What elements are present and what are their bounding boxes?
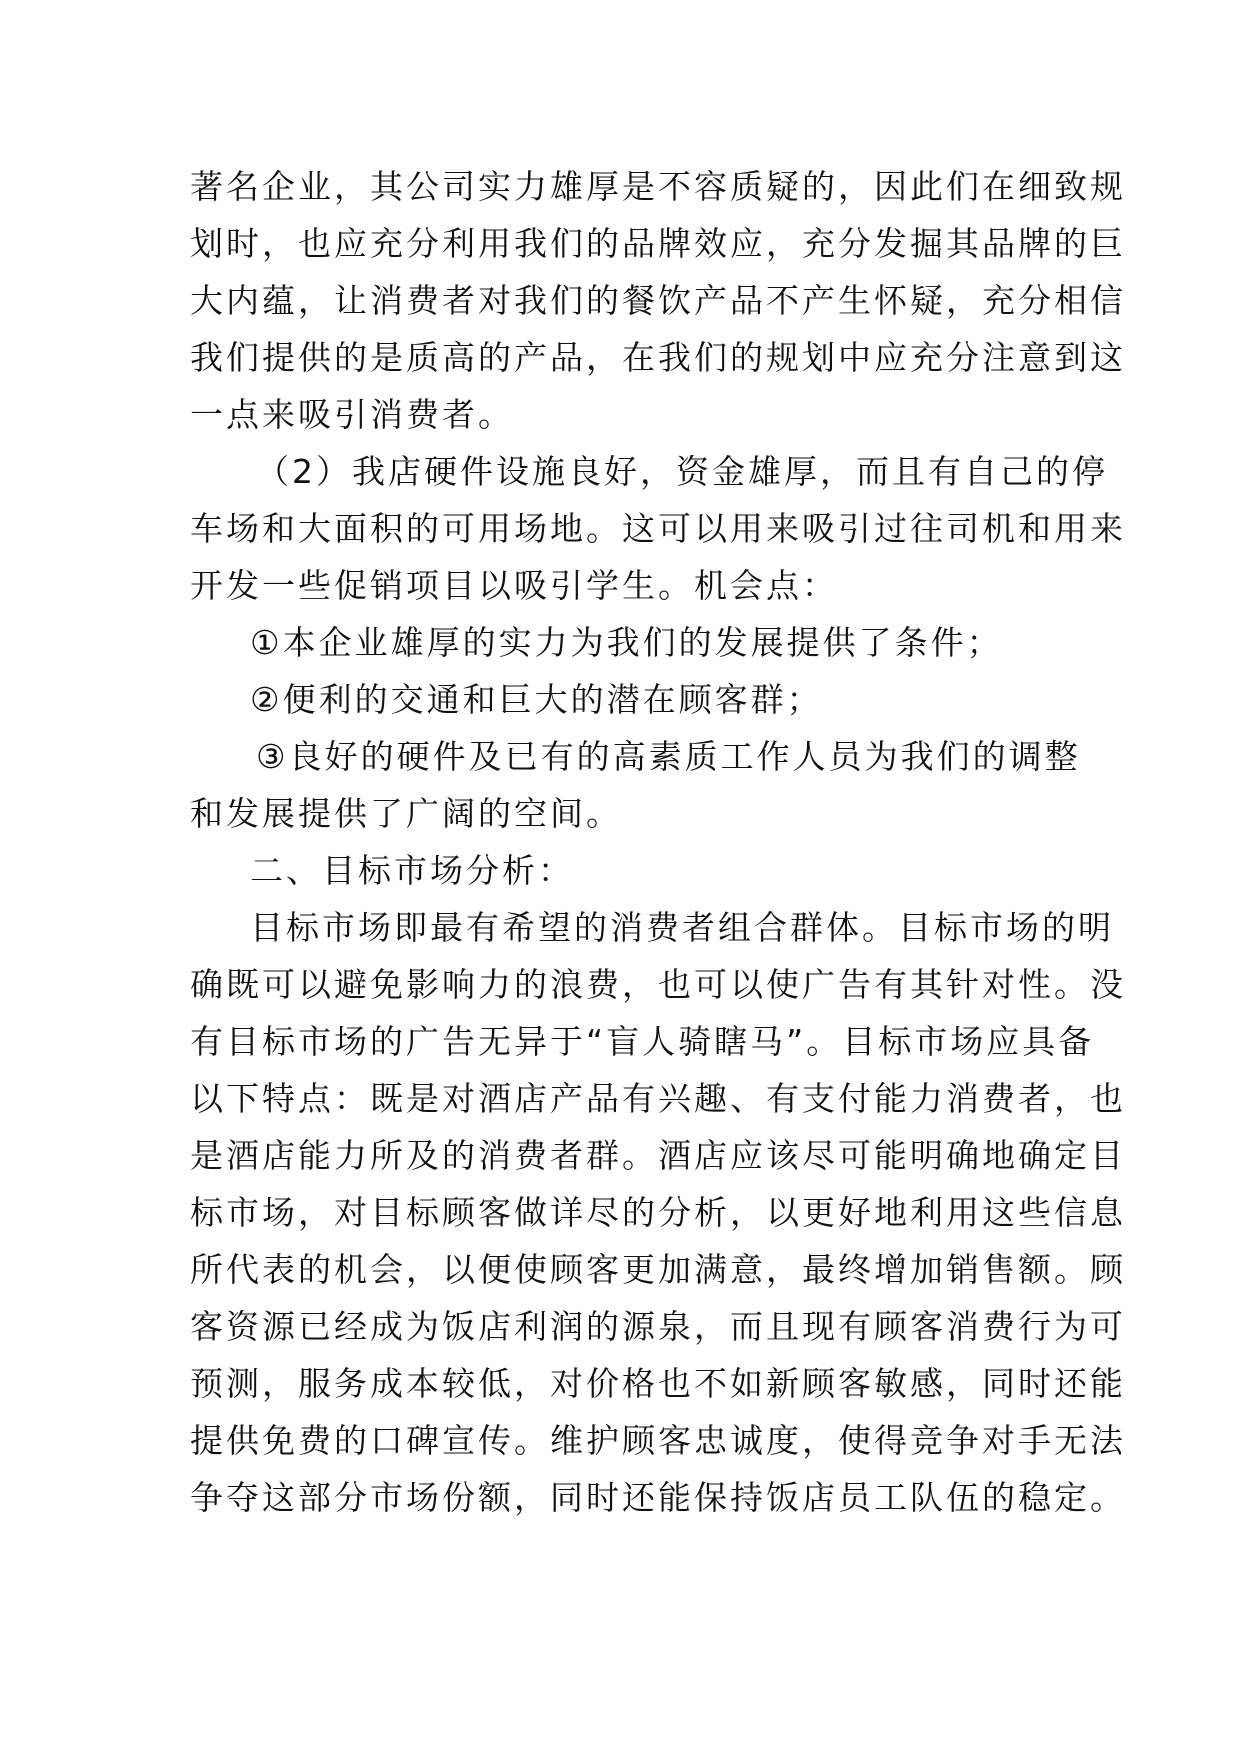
text-line: 预测，服务成本较低，对价格也不如新顾客敏感，同时还能 <box>190 1364 1126 1403</box>
text-line: 有目标市场的广告无异于“盲人骑瞎马”。目标市场应具备 <box>190 1022 1095 1061</box>
text-line: 和发展提供了广阔的空间。 <box>190 794 622 833</box>
list-item-line: ③良好的硬件及已有的高素质工作人员为我们的调整 <box>256 737 1081 776</box>
text-line: 划时，也应充分利用我们的品牌效应，充分发掘其品牌的巨 <box>190 224 1126 263</box>
section-heading: 二、目标市场分析： <box>250 851 574 890</box>
text-line: 提供免费的口碑宣传。维护顾客忠诚度，使得竞争对手无法 <box>190 1421 1126 1460</box>
text-line: 我们提供的是质高的产品，在我们的规划中应充分注意到这 <box>190 338 1126 377</box>
text-line: 标市场，对目标顾客做详尽的分析，以更好地利用这些信息 <box>190 1193 1126 1232</box>
text-line: 确既可以避免影响力的浪费，也可以使广告有其针对性。没 <box>190 965 1126 1004</box>
text-line: 以下特点：既是对酒店产品有兴趣、有支付能力消费者，也 <box>190 1079 1126 1118</box>
text-line: 争夺这部分市场份额，同时还能保持饭店员工队伍的稳定。 <box>190 1478 1126 1517</box>
text-line: 一点来吸引消费者。 <box>190 395 514 434</box>
text-line: 是酒店能力所及的消费者群。酒店应该尽可能明确地确定目 <box>190 1136 1126 1175</box>
list-item-line: ①本企业雄厚的实力为我们的发展提供了条件； <box>250 623 1003 662</box>
text-line: 大内蕴，让消费者对我们的餐饮产品不产生怀疑，充分相信 <box>190 281 1126 320</box>
document-body <box>190 158 1126 1526</box>
paragraph-start-line: 目标市场即最有希望的消费者组合群体。目标市场的明 <box>250 908 1114 947</box>
text-line: 开发一些促销项目以吸引学生。机会点： <box>190 566 838 605</box>
paragraph-start-line: （2）我店硬件设施良好，资金雄厚，而且有自己的停 <box>256 452 1108 491</box>
text-line: 车场和大面积的可用场地。这可以用来吸引过往司机和用来 <box>190 509 1126 548</box>
text-line: 所代表的机会，以便使顾客更加满意，最终增加销售额。顾 <box>190 1250 1126 1289</box>
text-line: 客资源已经成为饭店利润的源泉，而且现有顾客消费行为可 <box>190 1307 1126 1346</box>
text-line: 著名企业，其公司实力雄厚是不容质疑的，因此们在细致规 <box>190 167 1126 206</box>
list-item-line: ②便利的交通和巨大的潜在顾客群； <box>250 680 823 719</box>
